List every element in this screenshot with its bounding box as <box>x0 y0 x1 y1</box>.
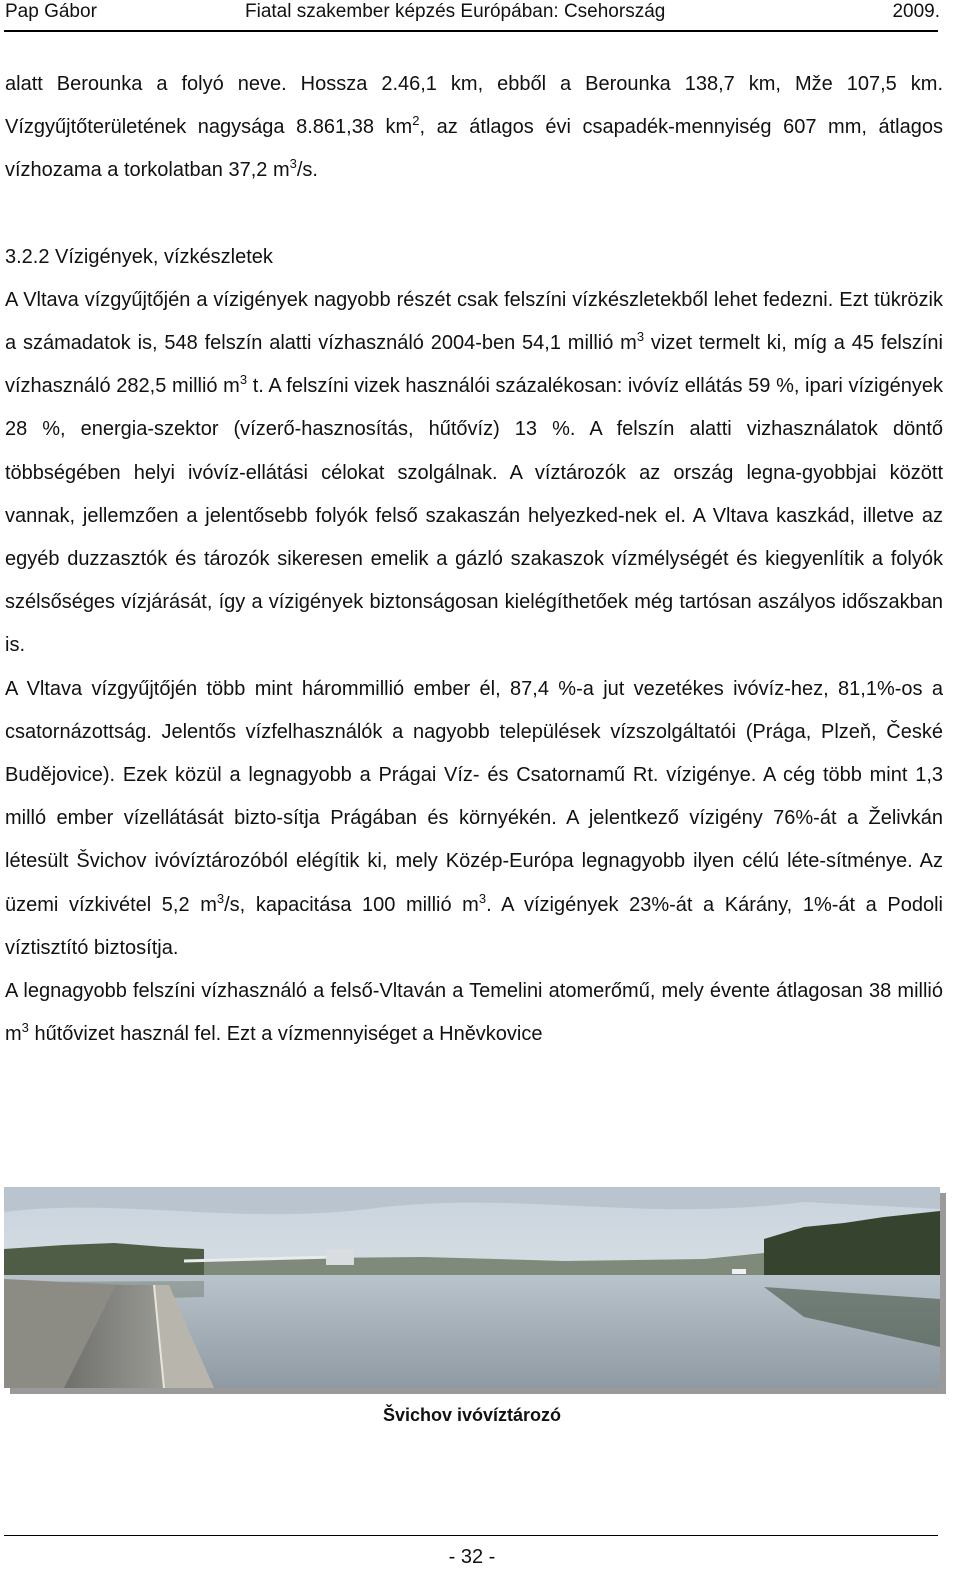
paragraph-berounka: alatt Berounka a folyó neve. Hossza 2.46,1 km, ebből a Berounka 138,7 km, Mže 107,5 km. Vízgyűjtőterületének nagysága 8.861,38 $km^2$, az átlagos évi csapadék-mennyiség 607 mm, átlagos vízhozama a torkolatban 37,2 $m^3/s$. <box>5 73 943 182</box>
reservoir-panorama-image <box>4 1187 940 1388</box>
header-rule <box>4 30 938 32</box>
header-year: 2009. <box>892 1 940 22</box>
document-body <box>5 63 943 1056</box>
footer-rule <box>4 1535 938 1536</box>
paragraph-temelin: A legnagyobb felszíni vízhasználó a felső-Vltaván a Temelini atomerőmű, mely évente átlagosan 38 millió $m^3$ hűtővizet használ fel. Ezt a vízmennyiséget a Hněvkovice <box>5 980 943 1046</box>
header-title: Fiatal szakember képzés Európában: Csehország <box>245 1 666 22</box>
reservoir-photo <box>4 1187 940 1388</box>
figure-caption: Švichov ivóvíztározó <box>382 1405 562 1425</box>
paragraph-population: A Vltava vízgyűjtőjén több mint hárommillió ember él, 87,4 %-a jut vezetékes ivóvíz-hez, 81,1%-os a csatornázottság. Jelentős vízfelhasználók a nagyobb települések vízszolgáltatói (Prága, Plzeň, České Budějovice). Ezek közül a legnagyobb a Prágai Víz- és Csatornamű Rt. vízigénye. A cég több mint 1,3 milló ember vízellátását bizto-sítja Prágában és környékén. A jelentkező vízigény 76%-át a Želivkán létesült Švichov ivóvíztározóból elégítik ki, mely Közép-Európa legnagyobb ilyen célú léte-sítménye. Az üzemi vízkivétel 5,2 $m^3/s$, kapacitása 100 millió $m^3$. A vízigények 23%-át a Kárány, 1%-át a Podoli víztisztító biztosítja. <box>5 677 943 959</box>
section-heading: 3.2.2 Vízigények, vízkészletek <box>5 245 273 268</box>
paragraph-water-demand: A Vltava vízgyűjtőjén a vízigények nagyobb részét csak felszíni vízkészletekből lehet fedezni. Ezt tükrözik a számadatok is, 548 felszín alatti vízhasználó 2004-ben 54,1 millió $m^3$ vizet termelt ki, míg a 45 felszíni vízhasználó 282,5 millió $m^3$ t. A felszíni vizek használói százalékosan: ivóvíz ellátás 59 %, ipari vízigények 28 %, energia-szektor (vízerő-hasznosítás, hűtővíz) 13 %. A felszín alatti vizhasználatok döntő többségében helyi ivóvíz-ellátási célokat szolgálnak. A víztározók az ország legna-gyobbjai között vannak, jellemzően a jelentősebb folyók felső szakaszán helyezked-nek el. A Vltava kaszkád, illetve az egyéb duzzasztók és tározók sikeresen emelik a gázló szakaszok vízmélységét és kiegyenlítik a folyók szélsőséges vízjárását, így a vízigények biztonságosan kielégíthetőek még tartósan aszályos időszakban is. <box>5 288 944 657</box>
page-header <box>0 0 960 30</box>
page-number: - 32 - <box>448 1546 496 1568</box>
header-author: Pap Gábor <box>5 1 97 22</box>
